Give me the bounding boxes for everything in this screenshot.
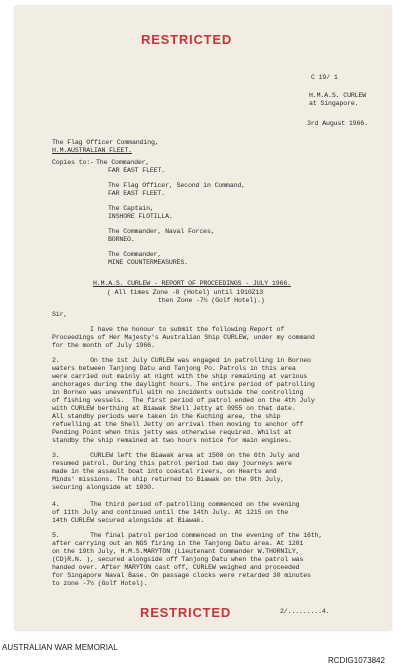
para4-line-1: 4. The third period of patrolling commenced on the evening bbox=[52, 501, 300, 508]
copy-recipient-1: The Commander, bbox=[96, 159, 150, 166]
para5-line-3: on the 19th July, H.M.S.MARYTON (Lieutenant Commander W.THORNILY, bbox=[52, 548, 300, 555]
copies-label: Copies to:- bbox=[52, 159, 94, 166]
para1-line-2: Proceedings of Her Majesty's Australian Ship CURLEW, under my command bbox=[52, 334, 315, 341]
copy-recipient-5-org: MINE COUNTERMEASURES. bbox=[108, 259, 188, 266]
para3-line-3: made in the assault boat into coastal rivers, on Hearts and bbox=[52, 468, 277, 475]
document-page bbox=[15, 6, 391, 630]
letter-date: 3rd August 1966. bbox=[307, 120, 368, 127]
para3-line-2: resumed patrol. During this patrol period two day journeys were bbox=[52, 460, 292, 467]
archive-record-id: RCDIG1073842 bbox=[328, 656, 385, 665]
para5-line-5: handed over. After MARYTON cast off, CURLEW weighed and proceeded bbox=[52, 564, 300, 571]
para5-line-6: for Singapore Naval Base. On passage clocks were retarded 30 minutes bbox=[52, 572, 311, 579]
time-zone-note-2: then Zone -7½ (Golf Hotel).) bbox=[158, 297, 265, 304]
para2-line-3: were carried out mainly at night with the ship remaining at various bbox=[52, 373, 308, 380]
para2-line-10: Pending Point when this jetty was otherwise required. Whilst at bbox=[52, 429, 292, 436]
copy-recipient-2-org: FAR EAST FLEET. bbox=[108, 190, 166, 197]
copy-recipient-3: The Captain, bbox=[108, 205, 154, 212]
para2-line-2: waters between Tanjong Datu and Tanjong Po. Patrols in this area bbox=[52, 365, 296, 372]
para5-line-1: 5. The final patrol period commenced on the evening of the 16th, bbox=[52, 532, 323, 539]
copy-recipient-4: The Commander, Naval Forces, bbox=[108, 228, 215, 235]
para2-line-11: standby the ship remained at two hours notice for main engines. bbox=[52, 437, 292, 444]
para4-line-2: of 11th July and continued until the 14th July. At 1215 on the bbox=[52, 509, 289, 516]
para2-line-1: 2. On the 1st July CURLEW was engaged in patrolling in Borneo bbox=[52, 357, 311, 364]
para5-line-7: to zone -7½ (Golf Hotel). bbox=[52, 580, 148, 587]
para2-line-8: All standby periods were taken in the Kuching area, the ship bbox=[52, 413, 281, 420]
copy-recipient-1-org: FAR EAST FLEET. bbox=[108, 167, 166, 174]
sender-line-2: at Singapore. bbox=[309, 100, 359, 107]
para2-line-6: of fishing vessels. The first period of patrol ended on the 4th July bbox=[52, 397, 315, 404]
para3-line-1: 3. CURLEW left the Biawak area at 1500 on the 6th July and bbox=[52, 452, 300, 459]
archive-credit: AUSTRALIAN WAR MEMORIAL bbox=[2, 643, 118, 652]
reference-number: C 19/ 1 bbox=[311, 74, 338, 81]
para2-line-5: in Borneo was uneventful with no incidents outside the controlling bbox=[52, 389, 304, 396]
time-zone-note-1: ( All times Zone -8 (Hotel) until 1910Z13 bbox=[107, 289, 264, 296]
para5-line-2: after carrying out an NGS firing in the Tanjong Datu area. At 1201 bbox=[52, 540, 304, 547]
copy-recipient-3-org: INSHORE FLOTILLA. bbox=[108, 213, 173, 220]
para2-line-7: with CURLEW berthing at Biawak Shell Jetty at 0955 on that date. bbox=[52, 405, 296, 412]
addressee-line-1: The Flag Officer Commanding, bbox=[52, 139, 159, 146]
restricted-stamp-bottom: RESTRICTED bbox=[140, 605, 232, 620]
sender-line-1: H.M.A.S. CURLEW bbox=[309, 92, 367, 99]
para1-line-3: for the month of July 1966. bbox=[52, 342, 155, 349]
addressee-line-2: H.M.AUSTRALIAN FLEET. bbox=[52, 147, 132, 154]
copy-recipient-5: The Commander, bbox=[108, 251, 162, 258]
para1-line-1: I have the honour to submit the following Report of bbox=[90, 326, 285, 333]
para2-line-9: refuelling at the Shell Jetty on arrival then moving to anchor off bbox=[52, 421, 304, 428]
restricted-stamp-top: RESTRICTED bbox=[141, 32, 233, 47]
para3-line-5: securing alongside at 1030. bbox=[52, 484, 155, 491]
para4-line-3: 14th CURLEW secured alongside at Biawak. bbox=[52, 517, 205, 524]
para3-line-4: Minds' missions. The ship returned to Biawak on the 9th July, bbox=[52, 476, 285, 483]
copy-recipient-4-org: BORNEO. bbox=[108, 236, 135, 243]
para5-line-4: (CD)R.N. ), secured alongside off Tanjong Datu when the patrol was bbox=[52, 556, 304, 563]
report-subject: H.M.A.S. CURLEW - REPORT OF PROCEEDINGS - JULY 1966. bbox=[93, 280, 291, 287]
copy-recipient-2: The Flag Officer, Second in Command, bbox=[108, 182, 246, 189]
salutation: Sir, bbox=[52, 311, 68, 318]
page-continuation: 2/.........4. bbox=[280, 608, 330, 615]
para2-line-4: anchorages during the daylight hours. The entire period of patrolling bbox=[52, 381, 315, 388]
